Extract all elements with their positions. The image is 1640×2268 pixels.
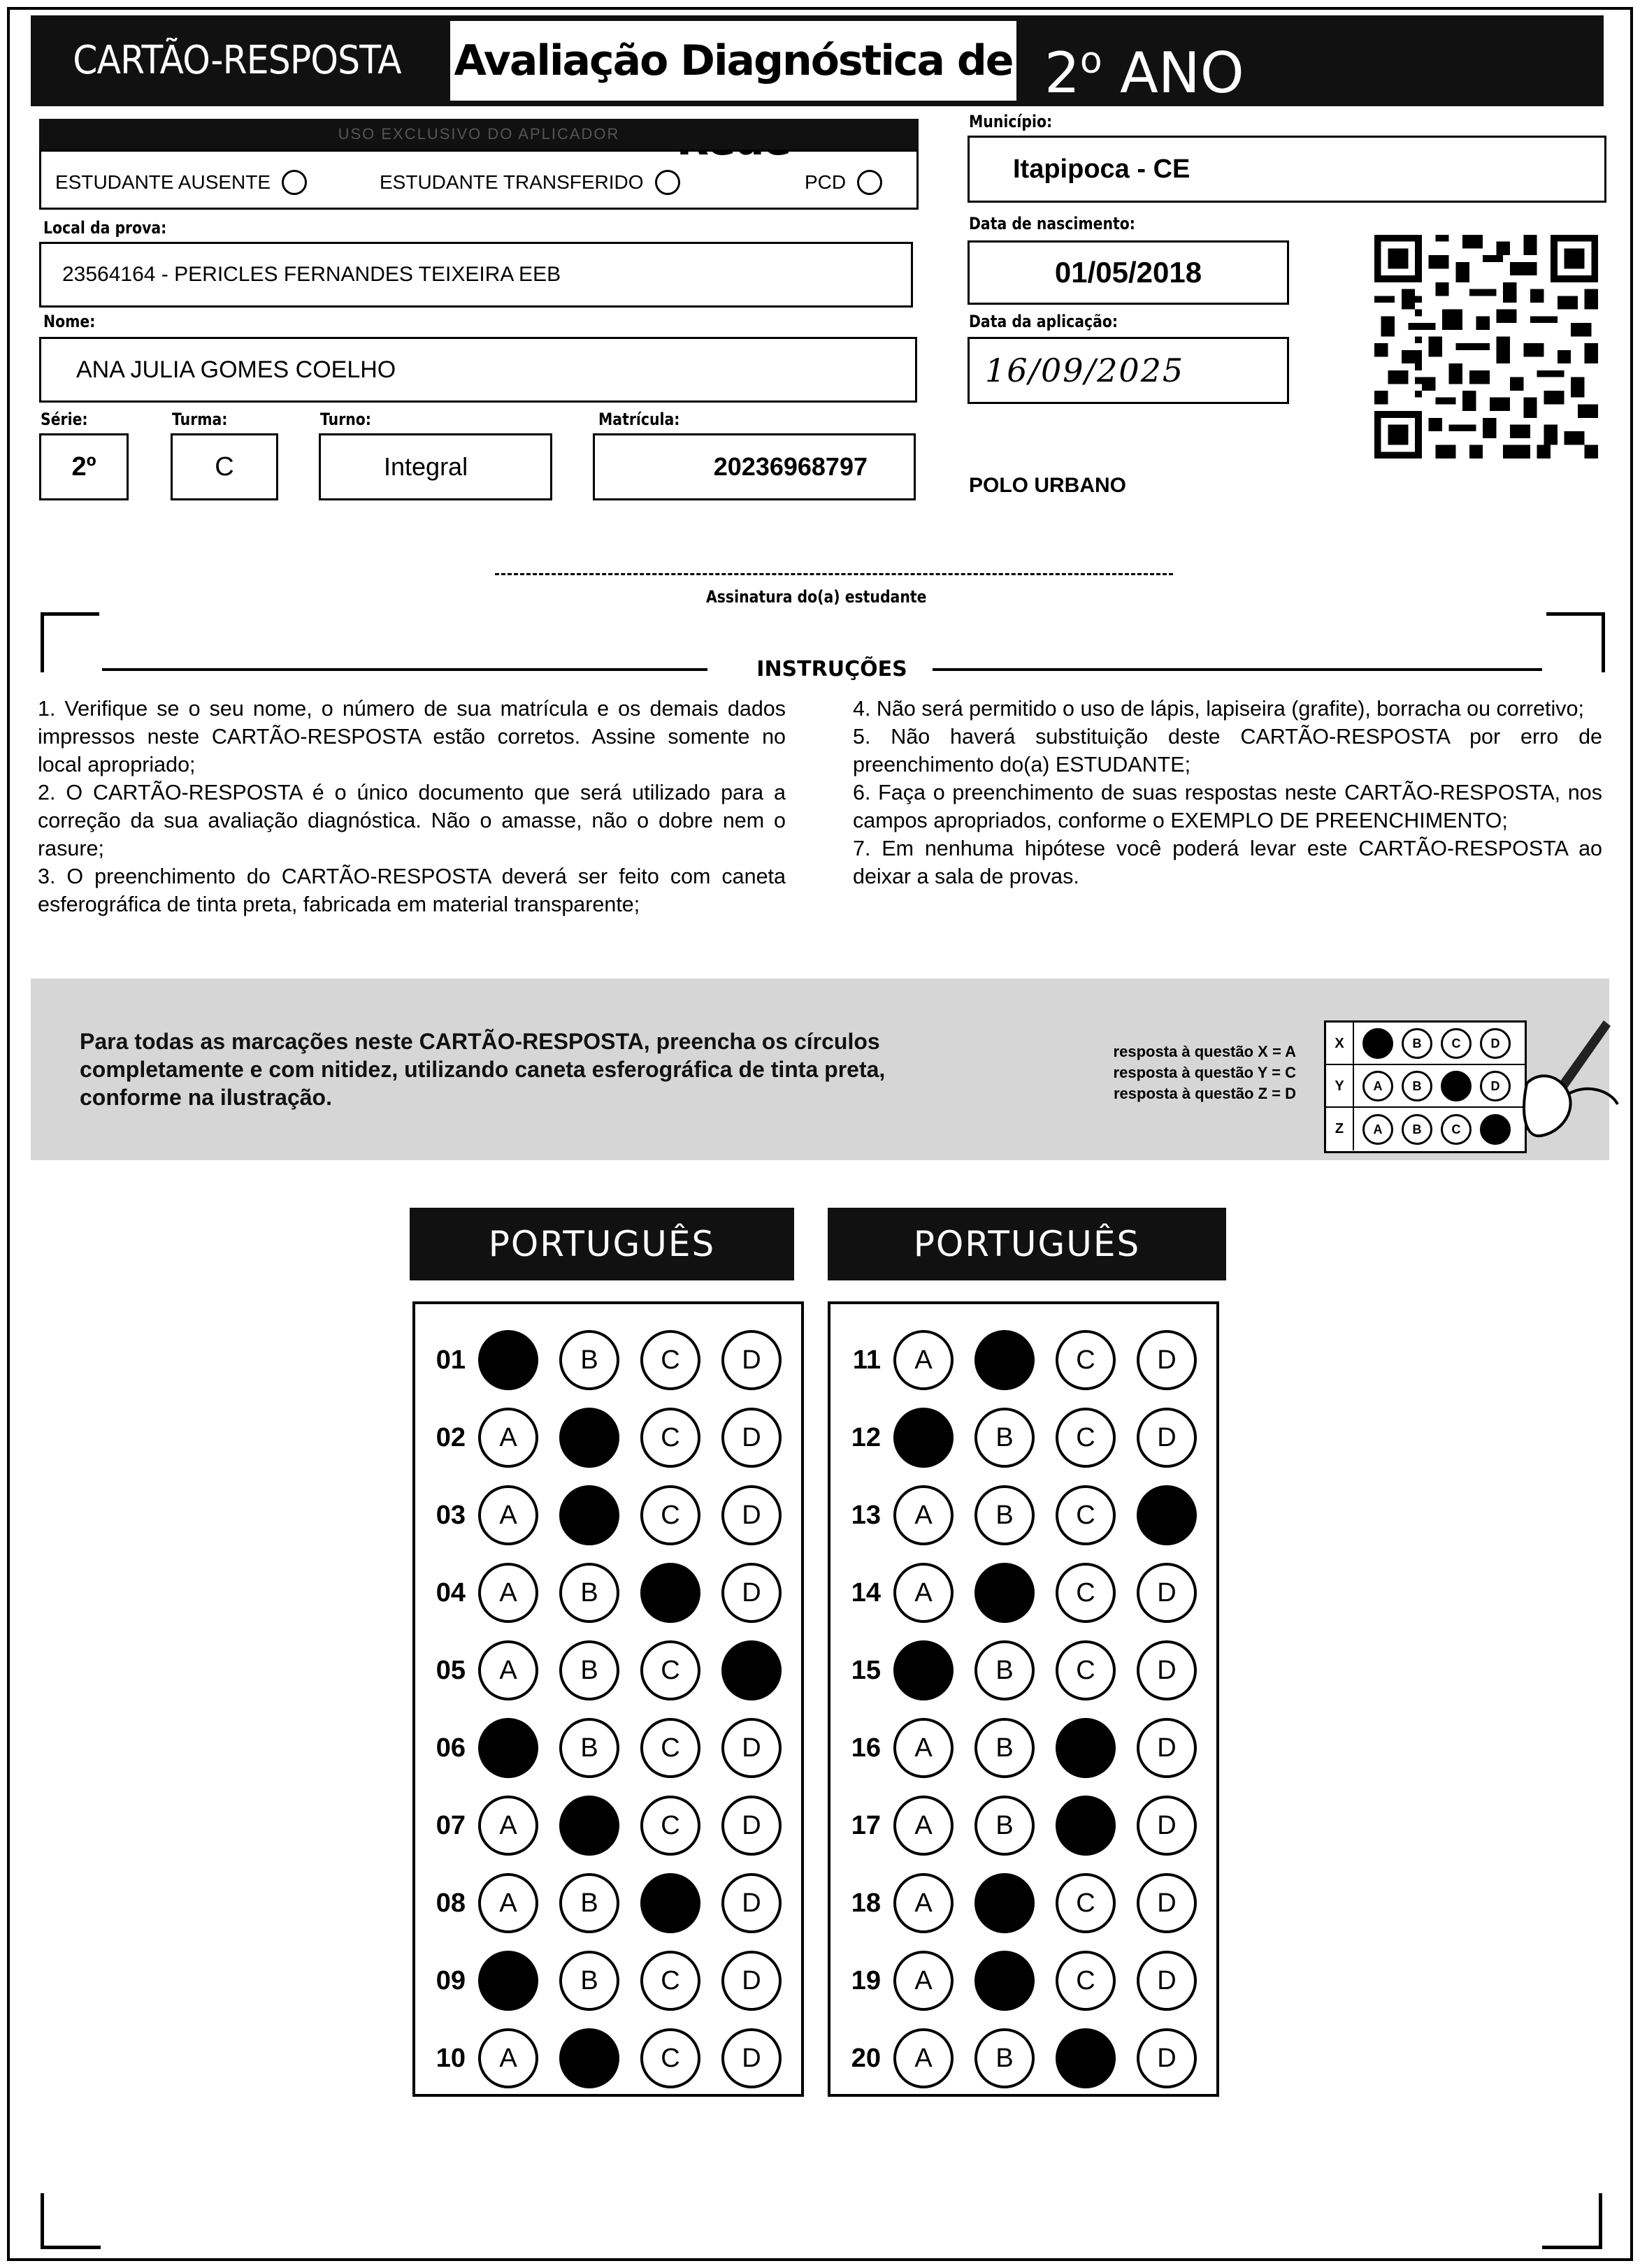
example-bubble-b: B	[1402, 1114, 1432, 1145]
answer-bubble-d[interactable]: D	[1137, 1951, 1197, 2011]
question-number: 02	[436, 1422, 466, 1452]
question-row	[415, 1480, 782, 1550]
answer-grid-1	[412, 1301, 804, 2097]
example-bubble-a: A	[1362, 1114, 1393, 1145]
municipio-label: Município:	[969, 112, 1053, 131]
turma-field: C	[171, 433, 278, 500]
matricula-field: 20236968797	[593, 433, 916, 500]
answer-bubble-d[interactable]: D	[1137, 1640, 1197, 1700]
answer-bubble-a[interactable]: A	[478, 1873, 538, 1933]
legend-y: resposta à questão Y = C	[1113, 1064, 1296, 1081]
answer-bubble-c[interactable]	[640, 1563, 700, 1623]
answer-bubble-c[interactable]: C	[640, 1408, 700, 1468]
example-bubble-a: A	[1362, 1071, 1393, 1102]
answer-bubble-c[interactable]: C	[640, 1640, 700, 1700]
question-row	[830, 1325, 1197, 1395]
instructions-title: INSTRUÇÕES	[756, 657, 907, 681]
question-number: 15	[851, 1655, 881, 1685]
answer-bubble-b[interactable]: B	[974, 1640, 1035, 1700]
answer-bubble-b[interactable]: B	[974, 1796, 1035, 1856]
signature-label: Assinatura do(a) estudante	[706, 587, 927, 607]
application-date-field[interactable]: 16/09/2025	[968, 337, 1289, 404]
municipio-field: Itapipoca - CE	[968, 136, 1606, 203]
example-bubble-c: C	[1441, 1071, 1472, 1102]
question-row	[830, 1480, 1197, 1550]
question-number: 09	[436, 1965, 466, 1995]
turma-label: Turma:	[172, 410, 228, 429]
answer-bubble-d[interactable]: D	[721, 1796, 782, 1856]
instruction-1: 1. Verifique se o seu nome, o número de sua matrícula e os demais dados impressos neste CARTÃO-RESPOSTA estão corretos. Assine somente no local apropriado;	[38, 697, 786, 777]
answer-bubble-a[interactable]	[478, 1330, 538, 1390]
legend-z: resposta à questão Z = D	[1113, 1085, 1296, 1102]
answer-bubble-d[interactable]: D	[721, 1718, 782, 1778]
answer-bubble-a[interactable]	[893, 1408, 954, 1468]
question-row	[830, 1403, 1197, 1473]
answer-bubble-b[interactable]: B	[559, 1873, 619, 1933]
answer-bubble-a[interactable]	[478, 1951, 538, 2011]
question-row	[415, 1868, 782, 1938]
name-label: Nome:	[43, 312, 96, 331]
example-row	[1326, 1108, 1525, 1150]
answer-bubble-b[interactable]	[974, 1563, 1035, 1623]
answer-bubble-d[interactable]: D	[1137, 1718, 1197, 1778]
example-row	[1326, 1023, 1525, 1065]
question-row	[415, 1403, 782, 1473]
answer-bubble-d[interactable]: D	[1137, 1796, 1197, 1856]
answer-bubble-a[interactable]: A	[893, 1718, 954, 1778]
question-row	[415, 1713, 782, 1783]
local-label: Local da prova:	[43, 218, 167, 238]
question-number: 05	[436, 1655, 466, 1685]
question-number: 07	[436, 1810, 466, 1840]
question-number: 06	[436, 1733, 466, 1763]
answer-bubble-c[interactable]	[1056, 1796, 1116, 1856]
answer-bubble-b[interactable]: B	[974, 1485, 1035, 1545]
instruction-4: 4. Não será permitido o uso de lápis, lapiseira (grafite), borracha ou corretivo;	[853, 697, 1584, 721]
example-row	[1326, 1065, 1525, 1108]
question-number: 14	[851, 1577, 881, 1608]
answer-bubble-c[interactable]: C	[640, 2028, 700, 2088]
corner-top-right	[1546, 612, 1605, 672]
answer-bubble-c[interactable]: C	[640, 1951, 700, 2011]
transferred-circle[interactable]	[655, 170, 680, 195]
answer-bubble-c[interactable]: C	[1056, 1563, 1116, 1623]
answer-bubble-a[interactable]: A	[893, 1873, 954, 1933]
pcd-option[interactable]: PCD	[805, 170, 882, 195]
answer-bubble-d[interactable]: D	[721, 1408, 782, 1468]
answer-bubble-c[interactable]	[1056, 2028, 1116, 2088]
answer-bubble-a[interactable]: A	[893, 1796, 954, 1856]
answer-bubble-b[interactable]: B	[559, 1951, 619, 2011]
instruction-2: 2. O CARTÃO-RESPOSTA é o único documento que será utilizado para a correção da sua avaliação diagnóstica. Não o amasse, não o dobre nem o rasure;	[38, 781, 786, 860]
instructions-rule-right	[933, 668, 1542, 671]
answer-bubble-a[interactable]: A	[478, 1408, 538, 1468]
answer-bubble-b[interactable]	[974, 1873, 1035, 1933]
answer-bubble-a[interactable]: A	[478, 1485, 538, 1545]
example-bubble-b: B	[1402, 1028, 1432, 1059]
name-field: ANA JULIA GOMES COELHO	[39, 337, 917, 403]
question-number: 04	[436, 1577, 466, 1608]
question-row	[415, 1946, 782, 2016]
answer-bubble-b[interactable]: B	[559, 1640, 619, 1700]
answer-bubble-c[interactable]: C	[1056, 1485, 1116, 1545]
fill-example-panel	[31, 978, 1609, 1160]
question-number: 20	[851, 2043, 881, 2073]
instruction-3: 3. O preenchimento do CARTÃO-RESPOSTA deverá ser feito com caneta esferográfica de tinta preta, fabricada em material transparente;	[38, 865, 786, 916]
answer-bubble-d[interactable]: D	[721, 1485, 782, 1545]
absent-option[interactable]: ESTUDANTE AUSENTE	[55, 170, 307, 195]
answer-bubble-d[interactable]: D	[721, 1951, 782, 2011]
question-number: 17	[851, 1810, 881, 1840]
question-row	[415, 1791, 782, 1861]
answer-bubble-c[interactable]: C	[640, 1485, 700, 1545]
application-date-label: Data da aplicação:	[969, 312, 1118, 331]
polo-text: POLO URBANO	[969, 474, 1126, 497]
answer-bubble-a[interactable]: A	[893, 1485, 954, 1545]
answer-bubble-b[interactable]	[974, 1330, 1035, 1390]
instruction-5: 5. Não haverá substituição deste CARTÃO-RESPOSTA por erro de preenchimento do(a) ESTUDANTE;	[853, 725, 1602, 777]
answer-bubble-b[interactable]: B	[974, 2028, 1035, 2088]
question-number: 18	[851, 1888, 881, 1918]
question-number: 19	[851, 1965, 881, 1995]
pen-hand-icon	[1520, 999, 1625, 1139]
answer-bubble-d[interactable]: D	[721, 1563, 782, 1623]
question-row	[415, 1635, 782, 1705]
exam-title: Avaliação Diagnóstica de	[450, 21, 1016, 101]
answer-bubble-c[interactable]: C	[1056, 1408, 1116, 1468]
answer-bubble-c[interactable]: C	[1056, 1951, 1116, 2011]
example-bubble-d: D	[1480, 1114, 1511, 1145]
question-row	[830, 1946, 1197, 2016]
applicator-box	[39, 150, 919, 210]
turno-field: Integral	[319, 433, 552, 500]
example-bubble-b: B	[1402, 1071, 1432, 1102]
serie-field: 2º	[39, 433, 129, 500]
answer-bubble-d[interactable]: D	[1137, 1563, 1197, 1623]
answer-bubble-b[interactable]: B	[559, 1330, 619, 1390]
question-number: 03	[436, 1500, 466, 1530]
answer-bubble-d[interactable]: D	[1137, 1330, 1197, 1390]
answer-bubble-c[interactable]: C	[640, 1796, 700, 1856]
fill-example-legend	[1037, 1041, 1296, 1104]
answer-bubble-b[interactable]	[559, 2028, 619, 2088]
answer-bubble-c[interactable]: C	[640, 1330, 700, 1390]
answer-grid-2	[828, 1301, 1219, 2097]
answer-bubble-d[interactable]: D	[721, 1330, 782, 1390]
answer-bubble-a[interactable]: A	[893, 2028, 954, 2088]
question-number: 10	[436, 2043, 466, 2073]
question-number: 16	[851, 1733, 881, 1763]
answer-bubble-c[interactable]: C	[1056, 1873, 1116, 1933]
answer-bubble-b[interactable]: B	[559, 1718, 619, 1778]
example-row-label: Z	[1326, 1108, 1354, 1150]
example-bubble-a: A	[1362, 1028, 1393, 1059]
turno-label: Turno:	[320, 410, 371, 429]
instructions-left	[38, 695, 786, 918]
example-row-label: X	[1326, 1023, 1354, 1064]
instruction-7: 7. Em nenhuma hipótese você poderá levar este CARTÃO-RESPOSTA ao deixar a sala de provas.	[853, 837, 1602, 888]
question-row	[830, 1791, 1197, 1861]
instructions-right	[853, 695, 1602, 890]
answer-bubble-b[interactable]: B	[974, 1718, 1035, 1778]
answer-bubble-b[interactable]	[559, 1485, 619, 1545]
fill-example-text: Para todas as marcações neste CARTÃO-RESPOSTA, preencha os círculos completamente e com nitidez, utilizando caneta esferográfica de tinta preta, conforme na ilustração.	[80, 1029, 886, 1110]
grade-title: 2$^o$ ANO	[1044, 40, 1244, 106]
answer-bubble-a[interactable]	[478, 1718, 538, 1778]
signature-line[interactable]	[495, 573, 1173, 575]
answer-bubble-d[interactable]: D	[1137, 2028, 1197, 2088]
answer-bubble-c[interactable]: C	[1056, 1330, 1116, 1390]
answer-bubble-d[interactable]: D	[1137, 1408, 1197, 1468]
question-row	[830, 1868, 1197, 1938]
answer-bubble-b[interactable]: B	[974, 1408, 1035, 1468]
corner-bottom-left	[41, 2193, 101, 2249]
qr-code	[1374, 235, 1598, 458]
answer-bubble-d[interactable]: D	[721, 1873, 782, 1933]
question-row	[830, 1635, 1197, 1705]
answer-bubble-a[interactable]: A	[893, 1951, 954, 2011]
answer-bubble-a[interactable]: A	[478, 1640, 538, 1700]
answer-bubble-a[interactable]: A	[478, 1563, 538, 1623]
answer-bubble-c[interactable]: C	[1056, 1640, 1116, 1700]
question-number: 08	[436, 1888, 466, 1918]
answer-bubble-d[interactable]: D	[721, 2028, 782, 2088]
applicator-bar: USO EXCLUSIVO DO APLICADOR	[39, 119, 919, 150]
answer-bubble-b[interactable]	[559, 1796, 619, 1856]
answer-bubble-b[interactable]: B	[559, 1563, 619, 1623]
question-row	[830, 2023, 1197, 2093]
absent-circle[interactable]	[282, 170, 307, 195]
section-title-1: PORTUGUÊS	[410, 1208, 794, 1280]
question-number: 11	[852, 1345, 881, 1375]
answer-bubble-a[interactable]: A	[478, 1796, 538, 1856]
example-bubble-d: D	[1480, 1071, 1511, 1102]
serie-label: Série:	[41, 410, 88, 429]
example-row-label: Y	[1326, 1065, 1354, 1106]
question-number: 13	[851, 1500, 881, 1530]
header-bar	[31, 15, 1604, 106]
answer-bubble-b[interactable]	[974, 1951, 1035, 2011]
answer-bubble-d[interactable]	[1137, 1485, 1197, 1545]
answer-bubble-a[interactable]: A	[893, 1330, 954, 1390]
instructions-rule-left	[102, 668, 707, 671]
transferred-option[interactable]: ESTUDANTE TRANSFERIDO	[380, 170, 680, 195]
birth-date-field: 01/05/2018	[968, 240, 1289, 305]
section-title-2: PORTUGUÊS	[828, 1208, 1226, 1280]
local-field: 23564164 - PERICLES FERNANDES TEIXEIRA EEB	[39, 242, 913, 308]
question-row	[830, 1713, 1197, 1783]
answer-bubble-a[interactable]	[893, 1640, 954, 1700]
fill-example-grid	[1324, 1020, 1527, 1153]
answer-bubble-d[interactable]: D	[1137, 1873, 1197, 1933]
answer-bubble-b[interactable]	[559, 1408, 619, 1468]
question-number: 12	[851, 1422, 881, 1452]
answer-bubble-c[interactable]	[640, 1873, 700, 1933]
answer-bubble-a[interactable]: A	[893, 1563, 954, 1623]
sheet-title: CARTÃO-RESPOSTA	[73, 38, 401, 83]
example-bubble-c: C	[1441, 1028, 1472, 1059]
question-row	[415, 1558, 782, 1628]
example-bubble-d: D	[1480, 1028, 1511, 1059]
instruction-6: 6. Faça o preenchimento de suas respostas neste CARTÃO-RESPOSTA, nos campos apropriados, conforme o EXEMPLO DE PREENCHIMENTO;	[853, 781, 1602, 832]
legend-x: resposta à questão X = A	[1113, 1043, 1296, 1060]
corner-top-left	[41, 612, 99, 672]
question-row	[830, 1558, 1197, 1628]
matricula-label: Matrícula:	[598, 410, 680, 429]
question-row	[415, 2023, 782, 2093]
answer-bubble-c[interactable]: C	[640, 1718, 700, 1778]
answer-bubble-d[interactable]	[721, 1640, 782, 1700]
birth-date-label: Data de nascimento:	[969, 214, 1135, 233]
pcd-circle[interactable]	[857, 170, 882, 195]
example-bubble-c: C	[1441, 1114, 1472, 1145]
answer-bubble-c[interactable]	[1056, 1718, 1116, 1778]
question-row	[415, 1325, 782, 1395]
answer-bubble-a[interactable]: A	[478, 2028, 538, 2088]
corner-bottom-right	[1542, 2193, 1602, 2249]
question-number: 01	[436, 1345, 466, 1375]
